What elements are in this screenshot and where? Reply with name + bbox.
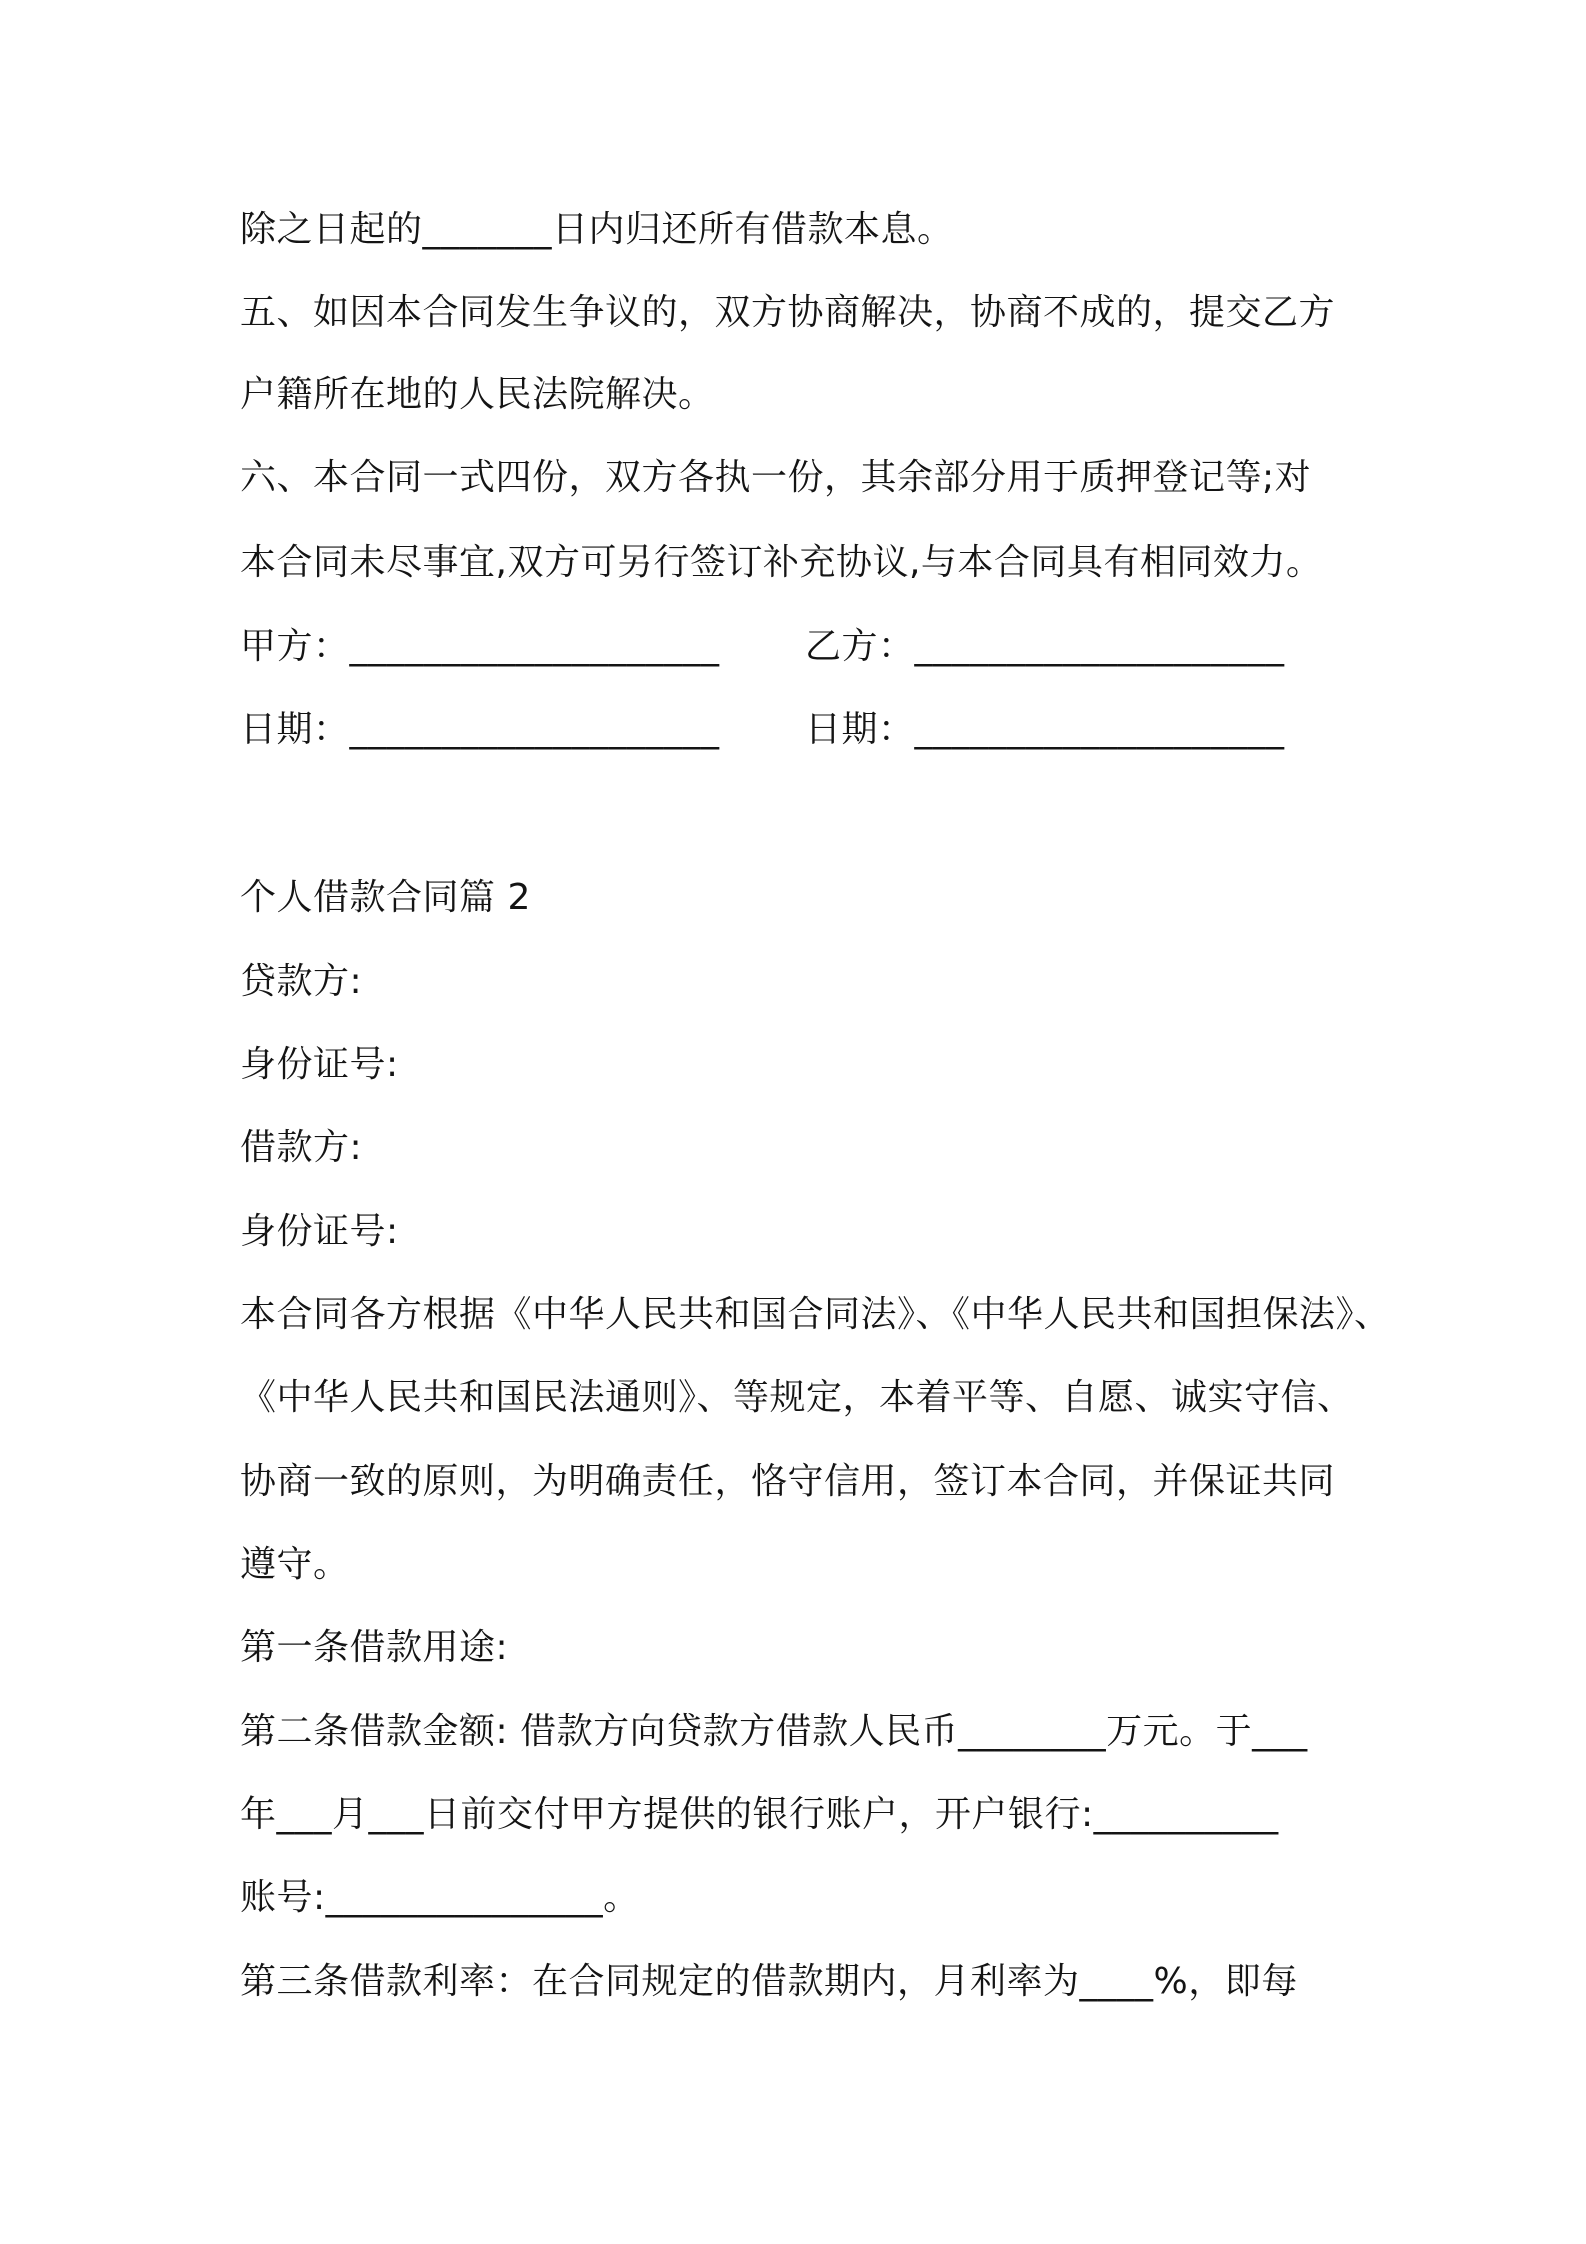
signature-row-dates	[240, 705, 1285, 755]
text-line: 除之日起的_______日内归还所有借款本息。	[240, 209, 954, 250]
party-b-signature-field: 乙方：____________________	[805, 626, 1285, 667]
party-a-signature-field: 甲方：____________________	[240, 626, 720, 667]
text-line: 账号:_______________。	[240, 1877, 640, 1918]
article-3: 第三条借款利率：在合同规定的借款期内，月利率为____%，即每	[240, 1961, 1298, 2002]
text-line: 《中华人民共和国民法通则》、等规定，本着平等、自愿、诚实守信、	[240, 1377, 1354, 1418]
text-line: 六、本合同一式四份，双方各执一份，其余部分用于质押登记等;对	[240, 457, 1312, 498]
lender-field: 贷款方:	[240, 961, 363, 1002]
borrower-id-field: 身份证号:	[240, 1211, 399, 1252]
article-1: 第一条借款用途:	[240, 1627, 509, 1668]
article-2: 第二条借款金额: 借款方向贷款方借款人民币________万元。于___	[240, 1711, 1308, 1752]
text-line: 五、如因本合同发生争议的，双方协商解决，协商不成的，提交乙方	[240, 292, 1336, 333]
signature-row-parties	[240, 622, 1285, 672]
section-heading: 个人借款合同篇 2	[240, 877, 531, 918]
text-line: 户籍所在地的人民法院解决。	[240, 374, 715, 415]
text-line: 协商一致的原则，为明确责任，恪守信用，签订本合同，并保证共同	[240, 1461, 1336, 1502]
text-line: 年___月___日前交付甲方提供的银行账户，开户银行:__________	[240, 1794, 1279, 1835]
borrower-field: 借款方:	[240, 1127, 363, 1168]
party-a-date-field: 日期：____________________	[240, 709, 720, 750]
party-b-date-field: 日期：____________________	[805, 709, 1285, 750]
text-line: 遵守。	[240, 1544, 350, 1585]
lender-id-field: 身份证号:	[240, 1044, 399, 1085]
text-line: 本合同各方根据《中华人民共和国合同法》、《中华人民共和国担保法》、	[240, 1294, 1391, 1335]
text-line: 本合同未尽事宜,双方可另行签订补充协议,与本合同具有相同效力。	[240, 542, 1323, 583]
